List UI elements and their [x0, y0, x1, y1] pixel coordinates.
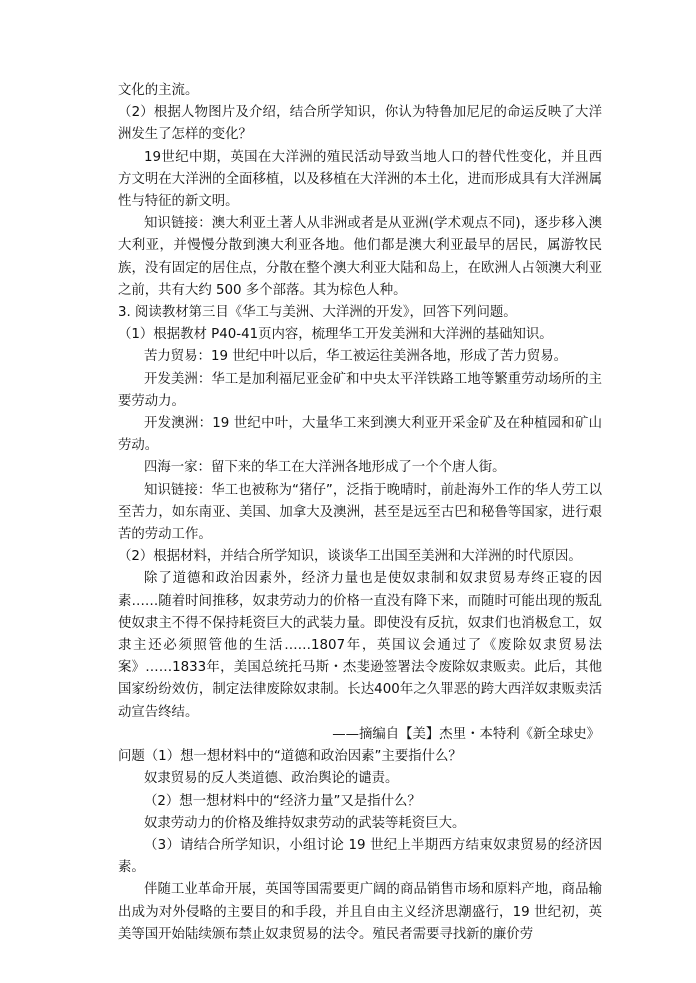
question-paragraph: （2）想一想材料中的“经济力量”又是指什么？ — [144, 793, 421, 809]
answer-paragraph: 四海一家：留下来的华工在大洋洲各地形成了一个个唐人街。 — [144, 460, 506, 476]
knowledge-link-paragraph: 知识链接：华工也被称为“猪仔”，泛指于晚晴时，前赴海外工作的华人劳工以至苦力，如东南亚、美国、加拿大及澳洲，甚至是远至古巴和秘鲁等国家，进行艰苦的劳动工作。 — [118, 482, 602, 543]
answer-paragraph: 奴隶贸易的反人类道德、政治舆论的谴责。 — [144, 771, 399, 787]
answer-paragraph: 开发美洲：华工是加利福尼亚金矿和中央太平洋铁路工地等繁重劳动场所的主要劳动力。 — [118, 371, 602, 409]
answer-paragraph: 19世纪中期，英国在大洋洲的殖民活动导致当地人口的替代性变化，并且西方文明在大洋洲的全面移植，以及移植在大洋洲的本土化，进而形成具有大洋洲属性与特征的新文明。 — [118, 149, 602, 210]
knowledge-link-paragraph: 知识链接：澳大利亚土著人从非洲或者是从亚洲(学术观点不同)，逐步移入澳大利亚，并慢慢分散到澳大利亚各地。他们都是澳大利亚最早的居民，属游牧民族，没有固定的居住点，分散在整个澳大利亚大陆和岛上，在欧洲人占领澳大利亚之前，共有大约 500 多个部落。其为棕色人种。 — [118, 216, 602, 298]
question-paragraph: （3）请结合所学知识，小组讨论 19 世纪上半期西方结束奴隶贸易的经济因素。 — [118, 837, 602, 876]
question-paragraph: （2）根据材料，并结合所学知识，谈谈华工出国至美洲和大洋洲的时代原因。 — [118, 549, 582, 565]
material-paragraph: 除了道德和政治因素外，经济力量也是使奴隶制和奴隶贸易寿终正寝的因素……随着时间推移，奴隶劳动力的价格一直没有降下来，而随时可能出现的叛乱使奴隶主不得不保持耗资巨大的武装力量。即使没有反抗，奴隶们也消极怠工，奴隶主还必须照管他的生活……1807年，英国议会通过了《废除奴隶贸易法案》……1833年，美国总统托马斯・杰斐逊签署法令废除奴隶贩卖。此后，其他国家纷纷效仿，制定法律废除奴隶制。长达400年之久罪恶的跨大西洋奴隶贩卖活动宣告终结。 — [118, 571, 602, 720]
question-paragraph: （1）根据教材 P40-41页内容，梳理华工开发美洲和大洋洲的基础知识。 — [118, 327, 553, 343]
source-citation: ——摘编自【美】杰里・本特利《新全球史》 — [332, 726, 600, 742]
answer-paragraph: 苦力贸易：19 世纪中叶以后，华工被运往美洲各地，形成了苦力贸易。 — [144, 349, 568, 365]
answer-paragraph: 开发澳洲：19 世纪中叶，大量华工来到澳大利亚开采金矿及在种植园和矿山劳动。 — [118, 416, 602, 454]
document-body — [118, 80, 602, 946]
answer-paragraph: 奴隶劳动力的价格及维持奴隶劳动的武装等耗资巨大。 — [144, 815, 466, 831]
answer-paragraph: 伴随工业革命开展，英国等国需要更广阔的商品销售市场和原料产地，商品输出成为对外侵略的主要目的和手段，并且自由主义经济思潮盛行，19 世纪初，英美等国开始陆续颁布禁止奴隶贸易的法令。殖民者需要寻找新的廉价劳 — [118, 882, 602, 942]
paragraph: 文化的主流。 — [118, 83, 199, 98]
question-paragraph: （2）根据人物图片及介绍，结合所学知识，你认为特鲁加尼尼的命运反映了大洋洲发生了怎样的变化？ — [118, 105, 602, 143]
question-paragraph: 问题（1）想一想材料中的“道德和政治因素”主要指什么？ — [118, 749, 462, 765]
question-heading: 3. 阅读教材第三目《华工与美洲、大洋洲的开发》，回答下列问题。 — [118, 305, 517, 321]
